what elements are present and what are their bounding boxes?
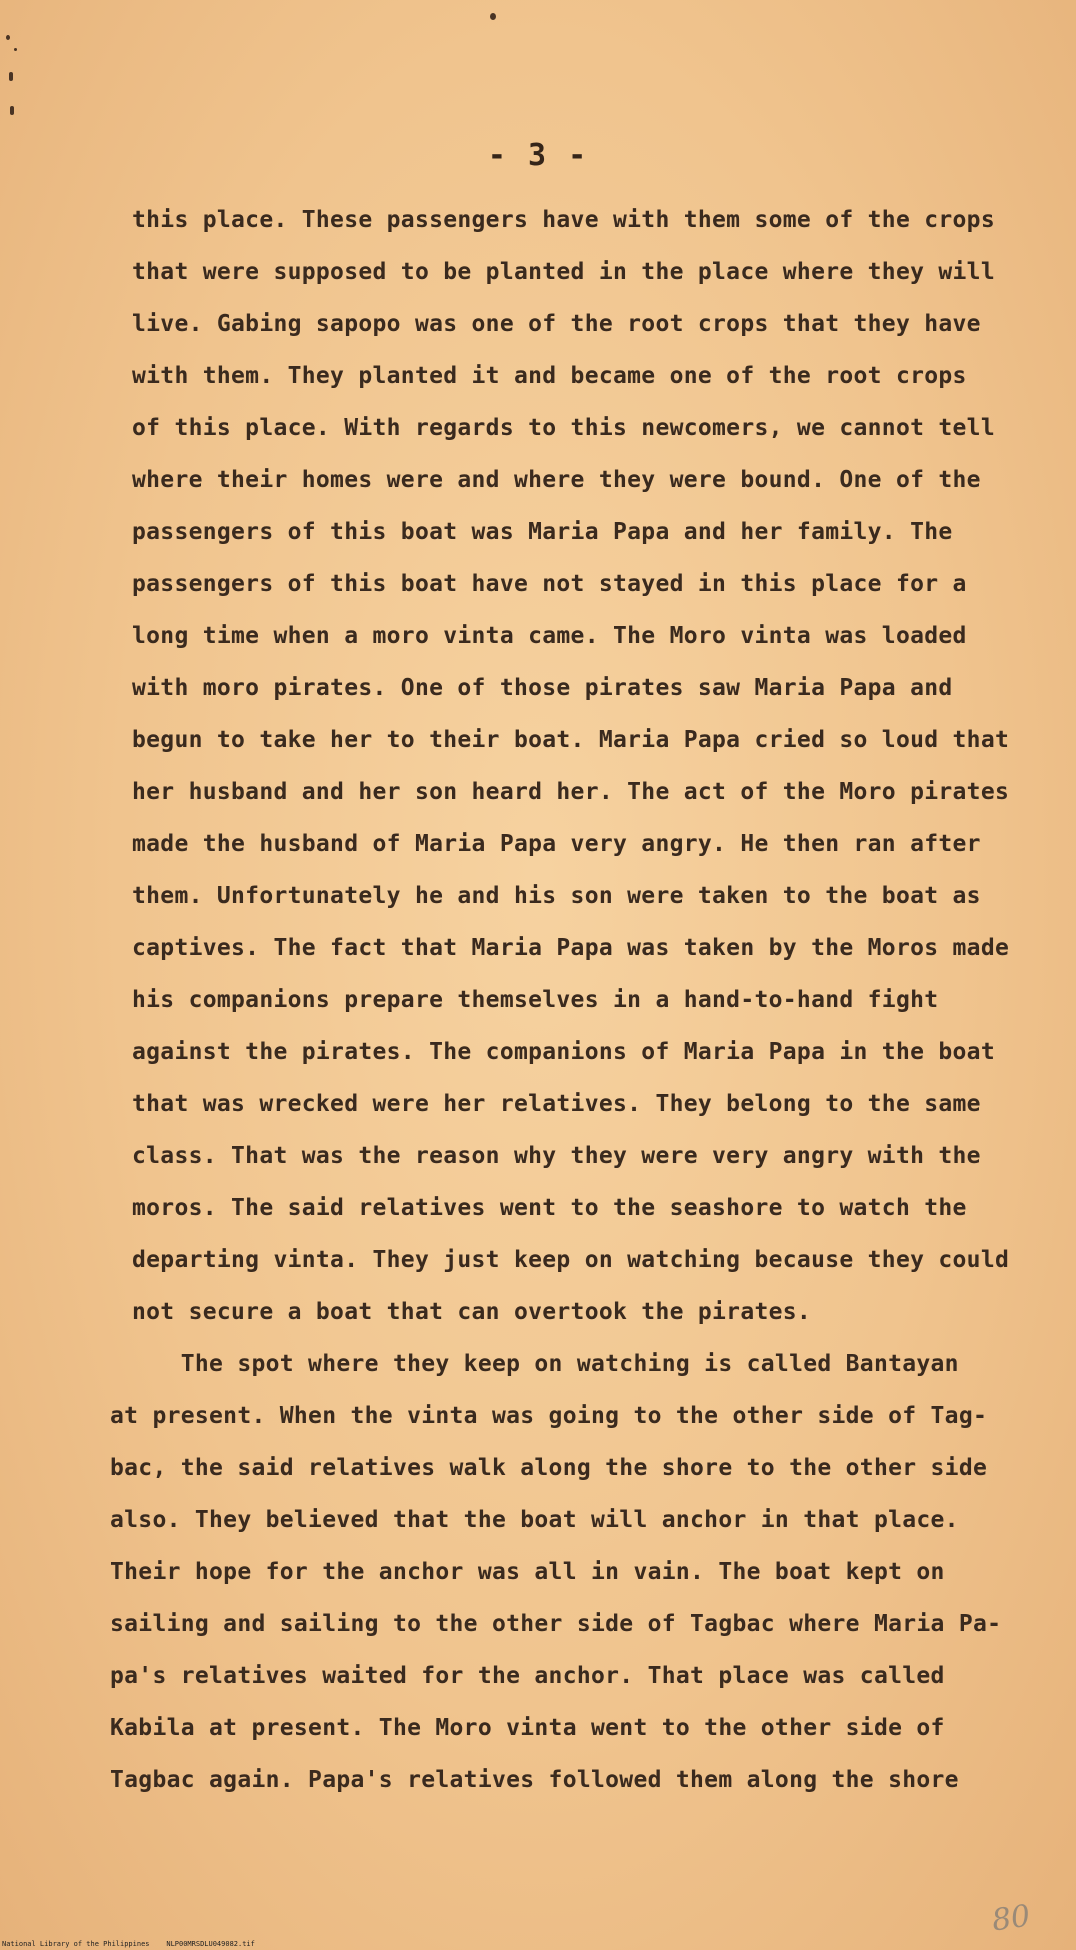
body-line: of this place. With regards to this newcomers, we cannot tell	[132, 415, 995, 441]
body-line: moros. The said relatives went to the seashore to watch the	[132, 1195, 967, 1221]
body-line: that was wrecked were her relatives. They belong to the same	[132, 1091, 981, 1117]
ink-speck	[9, 72, 13, 81]
body-line: Kabila at present. The Moro vinta went to the other side of	[110, 1715, 945, 1741]
body-line: also. They believed that the boat will anchor in that place.	[110, 1507, 959, 1533]
body-line: not secure a boat that can overtook the pirates.	[132, 1299, 812, 1325]
body-line: Their hope for the anchor was all in vain. The boat kept on	[110, 1559, 945, 1585]
body-line: pa's relatives waited for the anchor. That place was called	[110, 1663, 945, 1689]
body-line: The spot where they keep on watching is called Bantayan	[110, 1351, 959, 1377]
body-line: with them. They planted it and became one of the root crops	[132, 363, 967, 389]
body-line: her husband and her son heard her. The act of the Moro pirates	[132, 779, 1010, 805]
ink-speck	[6, 35, 10, 40]
ink-speck	[490, 13, 496, 20]
ink-speck	[14, 48, 17, 51]
body-line: made the husband of Maria Papa very angry. He then ran after	[132, 831, 981, 857]
ink-speck	[10, 106, 14, 115]
body-line: passengers of this boat was Maria Papa and her family. The	[132, 519, 953, 545]
body-line: live. Gabing sapopo was one of the root crops that they have	[132, 311, 981, 337]
body-line: against the pirates. The companions of Maria Papa in the boat	[132, 1039, 995, 1065]
body-line: this place. These passengers have with them some of the crops	[132, 207, 995, 233]
body-line: that were supposed to be planted in the place where they will	[132, 259, 995, 285]
page-number: - 3 -	[487, 138, 589, 173]
document-body	[110, 194, 1010, 1806]
body-line: passengers of this boat have not stayed in this place for a	[132, 571, 967, 597]
body-line: begun to take her to their boat. Maria Papa cried so loud that	[132, 727, 1010, 753]
body-line: bac, the said relatives walk along the shore to the other side	[110, 1455, 988, 1481]
body-line: captives. The fact that Maria Papa was taken by the Moros made	[132, 935, 1010, 961]
body-line: where their homes were and where they were bound. One of the	[132, 467, 981, 493]
body-line: class. That was the reason why they were very angry with the	[132, 1143, 981, 1169]
pencil-page-note: 80	[989, 1898, 1033, 1939]
body-line: his companions prepare themselves in a hand-to-hand fight	[132, 987, 939, 1013]
body-line: departing vinta. They just keep on watching because they could	[132, 1247, 1010, 1273]
body-line: sailing and sailing to the other side of Tagbac where Maria Pa-	[110, 1611, 1002, 1637]
body-line: Tagbac again. Papa's relatives followed them along the shore	[110, 1767, 959, 1793]
body-line: at present. When the vinta was going to the other side of Tag-	[110, 1403, 988, 1429]
archive-footer-label: National Library of the Philippines NLP00MRSDLU049082.tif	[2, 1940, 255, 1948]
body-line: long time when a moro vinta came. The Moro vinta was loaded	[132, 623, 967, 649]
body-line: them. Unfortunately he and his son were taken to the boat as	[132, 883, 981, 909]
body-line: with moro pirates. One of those pirates saw Maria Papa and	[132, 675, 953, 701]
